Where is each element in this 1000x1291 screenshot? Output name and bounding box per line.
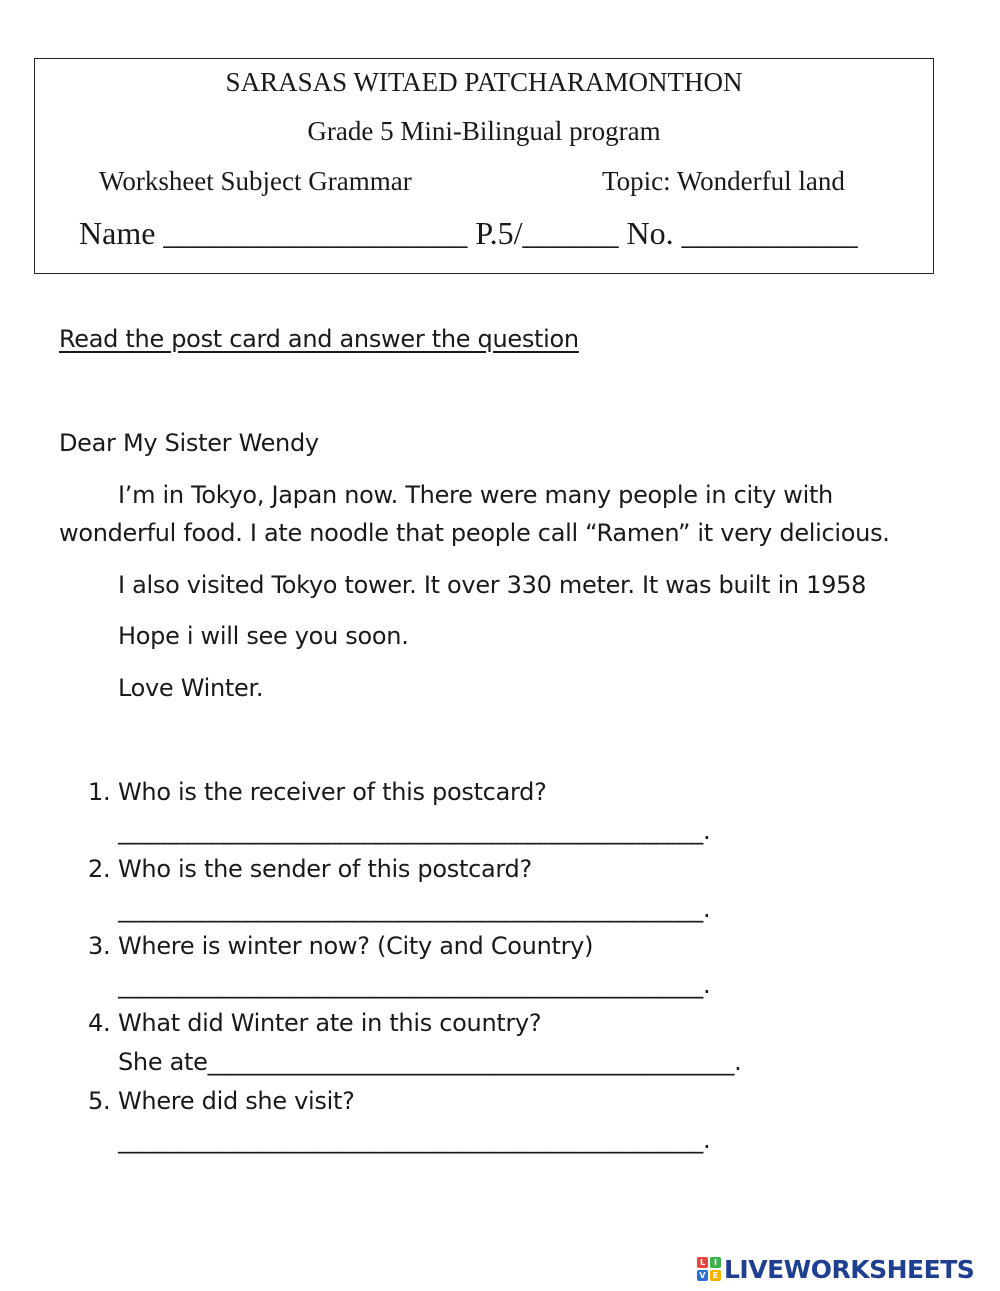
program-title: Grade 5 Mini-Bilingual program xyxy=(307,116,661,146)
question-text: Where is winter now? (City and Country) xyxy=(118,932,594,960)
letter-paragraph-1-line-1: I’m in Tokyo, Japan now. There were many people in city with xyxy=(118,481,833,509)
logo-cube: L xyxy=(697,1257,708,1268)
letter-closing: Love Winter. xyxy=(118,674,264,702)
student-info-row xyxy=(79,215,858,252)
question-text: What did Winter ate in this country? xyxy=(118,1009,542,1037)
logo-cube: V xyxy=(697,1270,708,1281)
letter-paragraph-1-line-2: wonderful food. I ate noodle that people call “Ramen” it very delicious. xyxy=(59,519,890,547)
worksheet-header xyxy=(34,58,934,274)
instruction-heading: Read the post card and answer the question xyxy=(59,325,579,353)
letter-paragraph-2: I also visited Tokyo tower. It over 330 meter. It was built in 1958 xyxy=(118,571,867,599)
class-label: P.5/ xyxy=(475,215,523,251)
logo-cubes-icon xyxy=(697,1257,721,1281)
subject-label: Worksheet Subject Grammar xyxy=(99,166,412,196)
question-number: 4. xyxy=(88,1009,111,1037)
question-number: 1. xyxy=(88,778,111,806)
answer-field[interactable]: __________________________________________________. xyxy=(118,817,711,845)
logo-text: LIVEWORKSHEETS xyxy=(724,1254,975,1284)
answer-field[interactable]: __________________________________________________. xyxy=(118,1126,711,1154)
number-field[interactable]: ___________ xyxy=(681,215,858,251)
name-field[interactable]: ___________________ xyxy=(163,215,468,251)
question-text: Who is the sender of this postcard? xyxy=(118,855,532,883)
name-label: Name xyxy=(79,215,156,251)
answer-field[interactable]: __________________________________________________. xyxy=(118,895,711,923)
logo-cube: E xyxy=(710,1270,721,1281)
question-number: 3. xyxy=(88,932,111,960)
number-label: No. xyxy=(626,215,674,251)
school-name: SARASAS WITAED PATCHARAMONTHON xyxy=(225,67,743,97)
logo-cube: I xyxy=(710,1257,721,1268)
question-text: Where did she visit? xyxy=(118,1087,355,1115)
answer-field[interactable]: She ate_____________________________________________. xyxy=(118,1048,742,1076)
question-number: 5. xyxy=(88,1087,111,1115)
topic-label: Topic: Wonderful land xyxy=(602,166,845,196)
liveworksheets-logo xyxy=(697,1254,974,1284)
answer-field[interactable]: __________________________________________________. xyxy=(118,971,711,999)
letter-greeting: Dear My Sister Wendy xyxy=(59,429,319,457)
class-field[interactable]: ______ xyxy=(522,215,619,251)
letter-paragraph-3: Hope i will see you soon. xyxy=(118,622,409,650)
question-number: 2. xyxy=(88,855,111,883)
question-text: Who is the receiver of this postcard? xyxy=(118,778,547,806)
